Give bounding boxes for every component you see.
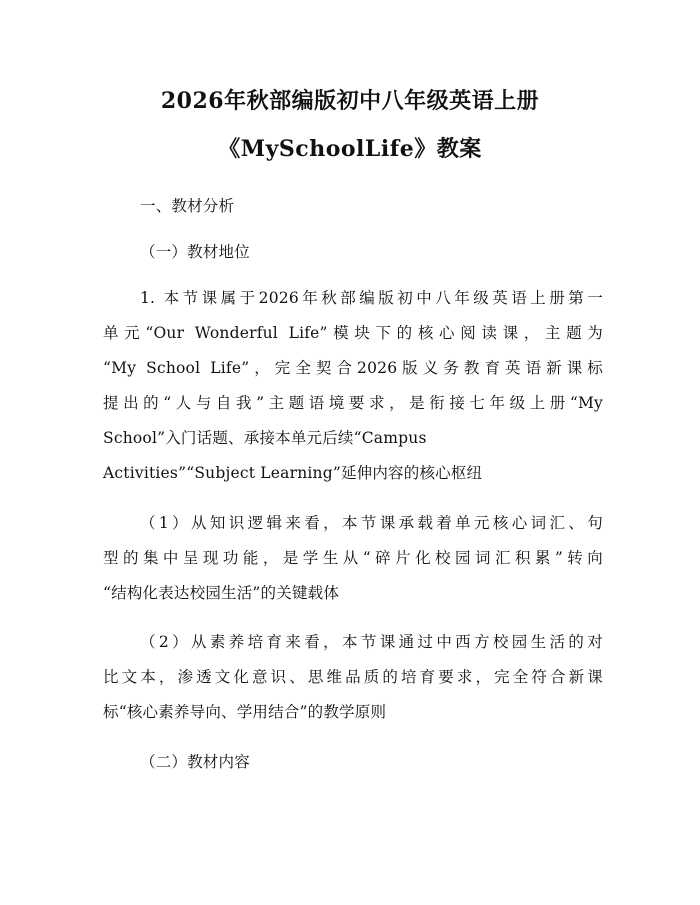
paragraph-line: School”入门话题、承接本单元后续“Campus — [103, 429, 427, 447]
paragraph-line: Activities”“Subject Learning”延伸内容的核心枢纽 — [103, 464, 483, 482]
subsection-heading: （二）教材内容 — [140, 753, 250, 771]
document-title-line-1: 2026年秋部编版初中八年级英语上册 — [160, 88, 540, 114]
paragraph-line: “结构化表达校园生活”的关键载体 — [103, 584, 340, 602]
paragraph-line: 1. 本节课属于2026年秋部编版初中八年级英语上册第一 — [140, 289, 603, 307]
paragraph-line: （1）从知识逻辑来看，本节课承载着单元核心词汇、句 — [140, 514, 603, 532]
paragraph-line: 型的集中呈现功能，是学生从“碎片化校园词汇积累”转向 — [103, 549, 603, 567]
paragraph-line: 标“核心素养导向、学用结合”的教学原则 — [103, 703, 387, 721]
paragraph-line: 单元“Our Wonderful Life”模块下的核心阅读课，主题为 — [103, 324, 603, 342]
paragraph-line: （2）从素养培育来看，本节课通过中西方校园生活的对 — [140, 633, 603, 651]
document-title-line-2: 《MySchoolLife》教案 — [218, 136, 482, 162]
paragraph-line: 提出的“人与自我”主题语境要求，是衔接七年级上册“My — [103, 394, 603, 412]
paragraph-line: 比文本，渗透文化意识、思维品质的培育要求，完全符合新课 — [103, 668, 603, 686]
section-heading: 一、教材分析 — [140, 197, 235, 215]
paragraph-line: “My School Life”，完全契合2026版义务教育英语新课标 — [103, 359, 603, 377]
subsection-heading: （一）教材地位 — [140, 243, 250, 261]
